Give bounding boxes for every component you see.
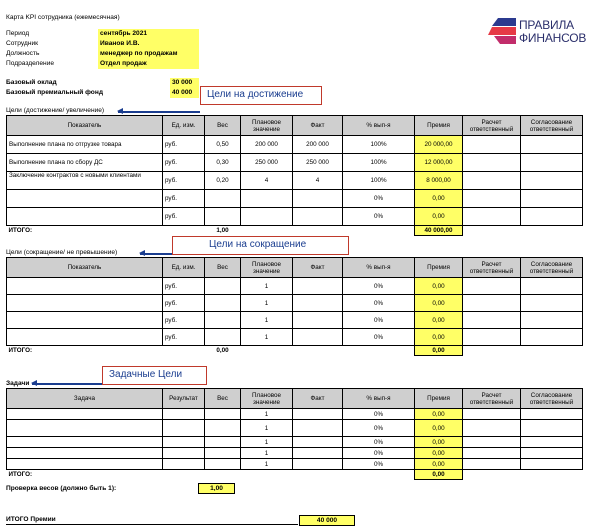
cell bbox=[205, 448, 241, 459]
salary-value-fund: 40 000 bbox=[172, 89, 193, 96]
cell: 0% bbox=[343, 409, 415, 420]
logo-arrows-icon bbox=[488, 18, 516, 44]
col-header: Согласование ответственный bbox=[521, 116, 583, 136]
cell: 0,00 bbox=[415, 420, 463, 437]
cell bbox=[205, 295, 241, 312]
col-header: Результат bbox=[163, 389, 205, 409]
cell bbox=[205, 459, 241, 470]
cell: 0,30 bbox=[205, 154, 241, 172]
cell: 0,00 bbox=[415, 409, 463, 420]
cell: 1 bbox=[241, 409, 293, 420]
section2-total-row bbox=[7, 346, 583, 356]
table-row bbox=[7, 437, 583, 448]
weights-check-value: 1,00 bbox=[198, 483, 235, 494]
cell bbox=[293, 448, 343, 459]
cell: Выполнение плана по отгрузке товара bbox=[7, 136, 163, 154]
cell: руб. bbox=[163, 295, 205, 312]
info-label-period: Период bbox=[6, 30, 30, 37]
table-row bbox=[7, 295, 583, 312]
cell: 250 000 bbox=[293, 154, 343, 172]
cell bbox=[521, 312, 583, 329]
cell: 0,00 bbox=[415, 295, 463, 312]
cell bbox=[343, 226, 415, 236]
cell: 0% bbox=[343, 459, 415, 470]
cell bbox=[293, 459, 343, 470]
page-title: Карта KPI сотрудника (ежемесячная) bbox=[6, 14, 120, 21]
cell bbox=[463, 448, 521, 459]
cell bbox=[521, 420, 583, 437]
section1-label: Цели (достижение/ увеличение) bbox=[6, 107, 105, 114]
info-value-period: сентябрь 2021 bbox=[100, 30, 148, 37]
cell bbox=[293, 437, 343, 448]
cell bbox=[293, 208, 343, 226]
section1-arrow-icon bbox=[118, 111, 200, 113]
cell: 0% bbox=[343, 420, 415, 437]
cell bbox=[205, 278, 241, 295]
cell bbox=[521, 190, 583, 208]
info-value-employee: Иванов И.В. bbox=[100, 40, 140, 47]
cell: 0% bbox=[343, 312, 415, 329]
cell bbox=[205, 208, 241, 226]
col-header: Факт bbox=[293, 389, 343, 409]
table-row bbox=[7, 208, 583, 226]
total-bonus: 0,00 bbox=[415, 470, 463, 480]
table-row bbox=[7, 278, 583, 295]
cell bbox=[463, 459, 521, 470]
cell: 0% bbox=[343, 329, 415, 346]
salary-value-base: 30 000 bbox=[172, 79, 193, 86]
cell: руб. bbox=[163, 172, 205, 190]
cell bbox=[293, 420, 343, 437]
total-weight: 1,00 bbox=[205, 226, 241, 236]
section2-label: Цели (сокращение/ не превышение) bbox=[6, 249, 118, 256]
col-header: Расчет ответственный bbox=[463, 389, 521, 409]
cell bbox=[521, 459, 583, 470]
cell: Выполнение плана по сбору ДС bbox=[7, 154, 163, 172]
cell: руб. bbox=[163, 154, 205, 172]
col-header: Факт bbox=[293, 116, 343, 136]
cell bbox=[521, 154, 583, 172]
cell bbox=[163, 226, 205, 236]
col-header: Плановое значение bbox=[241, 389, 293, 409]
cell: 100% bbox=[343, 136, 415, 154]
logo bbox=[488, 16, 588, 46]
cell bbox=[163, 448, 205, 459]
cell bbox=[463, 278, 521, 295]
grand-total-label: ИТОГО Премии bbox=[6, 516, 56, 523]
cell: 0,00 bbox=[415, 329, 463, 346]
cell bbox=[163, 420, 205, 437]
col-header: Премия bbox=[415, 116, 463, 136]
logo-line2: ФИНАНСОВ bbox=[519, 31, 587, 45]
info-value-position: менеджер по продажам bbox=[100, 50, 178, 57]
cell bbox=[241, 190, 293, 208]
cell: 0% bbox=[343, 190, 415, 208]
cell: 1 bbox=[241, 329, 293, 346]
cell bbox=[163, 346, 205, 356]
cell bbox=[463, 208, 521, 226]
cell bbox=[293, 278, 343, 295]
table-row bbox=[7, 154, 583, 172]
grand-total-rule bbox=[6, 524, 298, 525]
cell: 0% bbox=[343, 208, 415, 226]
cell bbox=[463, 226, 521, 236]
col-header: Премия bbox=[415, 389, 463, 409]
cell bbox=[293, 295, 343, 312]
salary-label-fund: Базовый премиальный фонд bbox=[6, 89, 104, 96]
col-header: Плановое значение bbox=[241, 116, 293, 136]
cell bbox=[205, 437, 241, 448]
col-header: Показатель bbox=[7, 116, 163, 136]
cell bbox=[463, 136, 521, 154]
cell bbox=[241, 470, 293, 480]
cell: 200 000 bbox=[241, 136, 293, 154]
total-label: ИТОГО: bbox=[7, 346, 163, 356]
col-header: Вес bbox=[205, 389, 241, 409]
section3-arrow-icon bbox=[32, 383, 102, 385]
cell bbox=[7, 409, 163, 420]
cell: 0,00 bbox=[415, 190, 463, 208]
cell bbox=[205, 312, 241, 329]
cell bbox=[7, 278, 163, 295]
cell: 0,50 bbox=[205, 136, 241, 154]
cell bbox=[7, 329, 163, 346]
cell: 20 000,00 bbox=[415, 136, 463, 154]
cell bbox=[343, 470, 415, 480]
col-header: % вып-я bbox=[343, 258, 415, 278]
cell: 0% bbox=[343, 278, 415, 295]
cell: 0,00 bbox=[415, 459, 463, 470]
cell: руб. bbox=[163, 312, 205, 329]
table-row bbox=[7, 136, 583, 154]
col-header: Ед. изм. bbox=[163, 116, 205, 136]
cell bbox=[521, 346, 583, 356]
cell bbox=[7, 437, 163, 448]
cell: 12 000,00 bbox=[415, 154, 463, 172]
cell: 1 bbox=[241, 437, 293, 448]
cell bbox=[463, 329, 521, 346]
cell bbox=[205, 190, 241, 208]
cell bbox=[7, 190, 163, 208]
table-row bbox=[7, 459, 583, 470]
cell bbox=[463, 312, 521, 329]
total-weight bbox=[205, 470, 241, 480]
table-row bbox=[7, 448, 583, 459]
cell: 1 bbox=[241, 295, 293, 312]
cell: 0,00 bbox=[415, 208, 463, 226]
cell: 1 bbox=[241, 420, 293, 437]
section3-table bbox=[6, 388, 583, 480]
total-bonus: 0,00 bbox=[415, 346, 463, 356]
cell: руб. bbox=[163, 190, 205, 208]
cell: 8 000,00 bbox=[415, 172, 463, 190]
col-header: Факт bbox=[293, 258, 343, 278]
cell: 0,00 bbox=[415, 278, 463, 295]
cell bbox=[521, 226, 583, 236]
cell bbox=[293, 346, 343, 356]
table-row bbox=[7, 420, 583, 437]
cell bbox=[521, 409, 583, 420]
section3-callout: Задачные Цели bbox=[102, 366, 207, 385]
cell: 0,00 bbox=[415, 448, 463, 459]
cell bbox=[521, 329, 583, 346]
table-row bbox=[7, 190, 583, 208]
cell bbox=[521, 172, 583, 190]
cell bbox=[7, 312, 163, 329]
cell bbox=[7, 420, 163, 437]
info-value-department: Отдел продаж bbox=[100, 60, 147, 67]
section2-table bbox=[6, 257, 583, 356]
cell bbox=[521, 448, 583, 459]
cell bbox=[293, 329, 343, 346]
cell bbox=[293, 312, 343, 329]
cell: Заключение контрактов с новыми клиентами bbox=[7, 172, 163, 190]
section3-total-row bbox=[7, 470, 583, 480]
cell bbox=[7, 295, 163, 312]
cell bbox=[463, 154, 521, 172]
info-label-employee: Сотрудник bbox=[6, 40, 39, 47]
col-header: Показатель bbox=[7, 258, 163, 278]
section1-callout: Цели на достижение bbox=[200, 86, 322, 105]
cell bbox=[7, 448, 163, 459]
col-header: Вес bbox=[205, 116, 241, 136]
cell bbox=[241, 208, 293, 226]
cell: 0,00 bbox=[415, 312, 463, 329]
col-header: Согласование ответственный bbox=[521, 389, 583, 409]
section2-arrow-icon bbox=[140, 253, 172, 255]
cell: руб. bbox=[163, 329, 205, 346]
cell: 250 000 bbox=[241, 154, 293, 172]
cell bbox=[521, 208, 583, 226]
cell bbox=[163, 437, 205, 448]
cell: 0,20 bbox=[205, 172, 241, 190]
cell bbox=[463, 470, 521, 480]
cell bbox=[463, 420, 521, 437]
cell bbox=[293, 470, 343, 480]
cell: 1 bbox=[241, 459, 293, 470]
cell bbox=[521, 136, 583, 154]
col-header: Ед. изм. bbox=[163, 258, 205, 278]
cell: 1 bbox=[241, 312, 293, 329]
section3-header-row bbox=[7, 389, 583, 409]
col-header: Плановое значение bbox=[241, 258, 293, 278]
total-bonus: 40 000,00 bbox=[415, 226, 463, 236]
cell: 0% bbox=[343, 437, 415, 448]
table-row bbox=[7, 172, 583, 190]
section3-label: Задачи bbox=[6, 380, 30, 387]
table-row bbox=[7, 409, 583, 420]
cell: руб. bbox=[163, 136, 205, 154]
col-header: Премия bbox=[415, 258, 463, 278]
info-label-department: Подразделение bbox=[6, 60, 55, 67]
cell bbox=[463, 437, 521, 448]
col-header: % вып-я bbox=[343, 389, 415, 409]
section1-total-row bbox=[7, 226, 583, 236]
cell bbox=[521, 295, 583, 312]
cell: 4 bbox=[293, 172, 343, 190]
col-header: Задача bbox=[7, 389, 163, 409]
cell: руб. bbox=[163, 278, 205, 295]
cell bbox=[463, 172, 521, 190]
cell: 4 bbox=[241, 172, 293, 190]
table-row bbox=[7, 312, 583, 329]
cell bbox=[205, 420, 241, 437]
cell bbox=[293, 190, 343, 208]
cell bbox=[293, 409, 343, 420]
cell bbox=[241, 346, 293, 356]
total-label: ИТОГО: bbox=[7, 226, 163, 236]
cell bbox=[7, 208, 163, 226]
weights-check-label: Проверка весов (должно быть 1): bbox=[6, 485, 117, 492]
cell bbox=[205, 329, 241, 346]
salary-label-base: Базовый оклад bbox=[6, 79, 57, 86]
cell bbox=[521, 278, 583, 295]
logo-line1: ПРАВИЛА bbox=[519, 18, 574, 32]
cell: 1 bbox=[241, 448, 293, 459]
cell: 200 000 bbox=[293, 136, 343, 154]
cell bbox=[521, 437, 583, 448]
grand-total-value: 40 000 bbox=[299, 515, 355, 526]
table-row bbox=[7, 329, 583, 346]
cell bbox=[241, 226, 293, 236]
cell bbox=[163, 409, 205, 420]
cell bbox=[521, 470, 583, 480]
section2-callout: Цели на сокращение bbox=[172, 236, 349, 255]
col-header: Вес bbox=[205, 258, 241, 278]
cell: руб. bbox=[163, 208, 205, 226]
section2-header-row bbox=[7, 258, 583, 278]
cell: 100% bbox=[343, 154, 415, 172]
cell bbox=[293, 226, 343, 236]
section1-header-row bbox=[7, 116, 583, 136]
cell: 0% bbox=[343, 295, 415, 312]
cell bbox=[205, 409, 241, 420]
col-header: Расчет ответственный bbox=[463, 116, 521, 136]
col-header: % вып-я bbox=[343, 116, 415, 136]
cell bbox=[163, 470, 205, 480]
info-label-position: Должность bbox=[6, 50, 40, 57]
col-header: Расчет ответственный bbox=[463, 258, 521, 278]
cell bbox=[343, 346, 415, 356]
cell bbox=[463, 346, 521, 356]
cell bbox=[463, 190, 521, 208]
cell bbox=[463, 295, 521, 312]
cell: 0% bbox=[343, 448, 415, 459]
section1-table bbox=[6, 115, 583, 236]
cell bbox=[163, 459, 205, 470]
total-label: ИТОГО: bbox=[7, 470, 163, 480]
cell: 0,00 bbox=[415, 437, 463, 448]
col-header: Согласование ответственный bbox=[521, 258, 583, 278]
total-weight: 0,00 bbox=[205, 346, 241, 356]
cell: 100% bbox=[343, 172, 415, 190]
cell bbox=[7, 459, 163, 470]
cell: 1 bbox=[241, 278, 293, 295]
cell bbox=[463, 409, 521, 420]
